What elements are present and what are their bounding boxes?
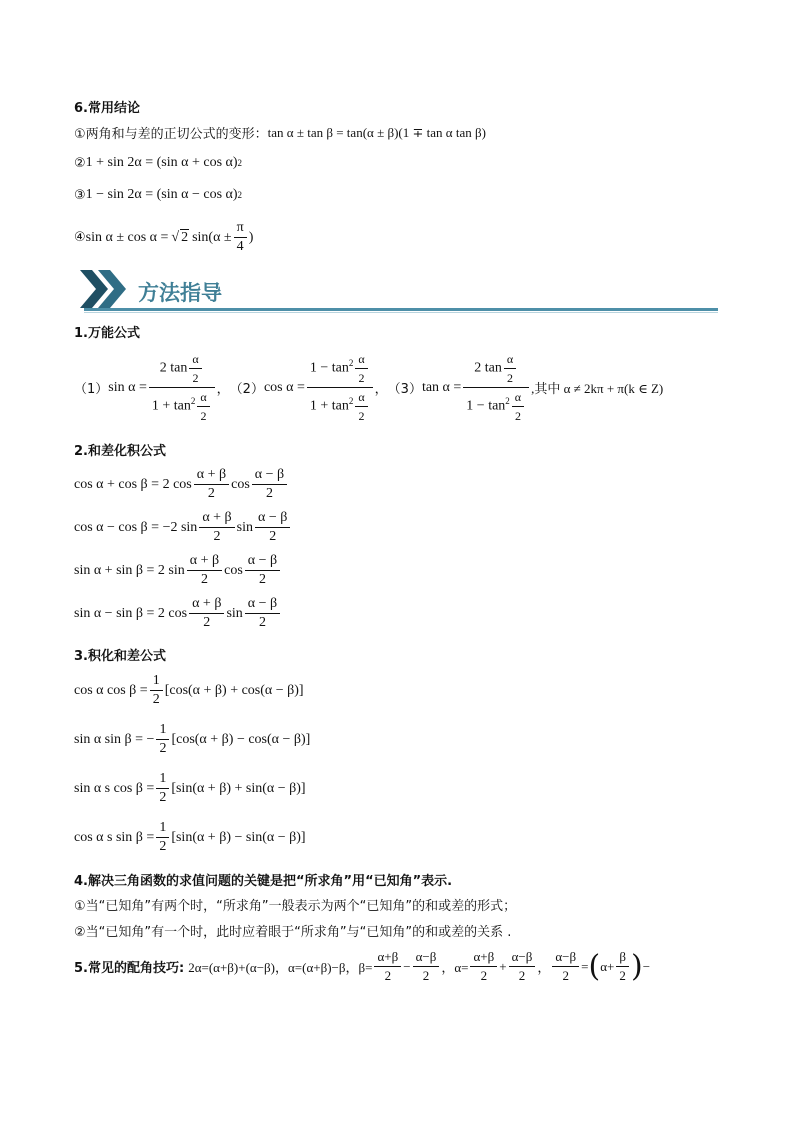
fraction-tan-universal — [463, 350, 529, 425]
formula-6-2-label: ② — [74, 155, 86, 171]
fraction-denominator: $1 + \tan^2$ $\frac{\alpha}{2}$ — [307, 388, 373, 425]
formula-6-2-exp: 2 — [237, 158, 243, 168]
fraction-sin-universal — [149, 350, 215, 425]
sum-to-product-2: cos α − cos β = −2 sin $\frac{\alpha + \beta}{2}$ sin $\frac{\alpha - \beta}{2}$ — [74, 509, 292, 546]
banner-title: 方法指导 — [138, 281, 222, 305]
formula-6-4-label: ④ — [74, 230, 86, 245]
formula-6-2 — [74, 155, 242, 171]
fraction-numerator: 2 tan $\frac{\alpha}{2}$ — [463, 350, 529, 388]
formula-1-3-condition: ,其中 α ≠ 2kπ + π(k ∈ Z) — [531, 381, 664, 396]
product-to-sum-4: cos α s sin β = $\frac{1}{2}$ [sin(α + β) − sin(α − β)] — [74, 820, 306, 854]
double-chevron-icon — [78, 268, 130, 310]
fraction-denominator: 4 — [236, 239, 244, 254]
formula-6-3-body: 1 − sin 2α = (sin α − cos α) — [85, 187, 238, 202]
banner-divider — [84, 308, 718, 311]
fraction-cos-universal — [307, 350, 373, 425]
product-to-sum-2: sin α sin β = − $\frac{1}{2}$ [cos(α + β) − cos(α − β)] — [74, 722, 311, 756]
formula-6-4-root: 2 — [181, 230, 189, 245]
formula-6-1-body: tan α ± tan β = tan(α ± β)(1 ∓ tan α tan β) — [267, 124, 486, 140]
sum-to-product-4: sin α − sin β = 2 cos $\frac{\alpha + \beta}{2}$ sin $\frac{\alpha - \beta}{2}$ — [74, 595, 282, 632]
formula-6-4-lhs: sin α ± cos α = — [85, 229, 169, 245]
formula-1-1-label: （1） — [74, 382, 109, 397]
formula-6-2-body: 1 + sin 2α = (sin α + cos α) — [85, 155, 238, 170]
section-4-line-1: ①当“已知角”有两个时，“所求角”一般表示为两个“已知角”的和或差的形式； — [74, 899, 517, 914]
product-to-sum-1: cos α cos β = $\frac{1}{2}$ [cos(α + β) + cos(α − β)] — [74, 673, 304, 707]
universal-formula-row: （1） sin α = 2 tan $\frac{\alpha}{2}$ $1 + \tan^2$ $\frac{\alpha}{2}$ ， （2） cos α = $1 - \tan^2$ $\frac{\alpha}{2}$ $1 + \tan^2$ $\frac{\alpha}{2}$ ， （3） tan α = 2 tan $\frac{\alpha}{2}$ $1 - \tan^2$ $\frac{\alpha}{2}$ ,其中 α ≠ 2kπ + π(k ∈ Z) — [74, 352, 664, 423]
formula-1-2-lhs: cos α = — [263, 379, 305, 395]
formula-6-1-label: ①两角和与差的正切公式的变形： — [74, 127, 268, 142]
formula-1-2-label: （2） — [229, 382, 264, 397]
section-4-line-2: ②当“已知角”有一个时，此时应着眼于“所求角”与“已知角”的和或差的关系 . — [74, 925, 512, 940]
banner-divider-shadow — [84, 312, 718, 313]
section-1-heading: 1.万能公式 — [74, 326, 140, 341]
sqrt-sign: √ — [171, 229, 180, 245]
formula-6-3 — [74, 187, 242, 203]
section-2-heading: 2.和差化积公式 — [74, 444, 166, 459]
sum-to-product-1: cos α + cos β = 2 cos $\frac{\alpha + \beta}{2}$ cos $\frac{\alpha - \beta}{2}$ — [74, 466, 289, 503]
fraction-numerator: π — [234, 219, 247, 238]
fraction-denominator: $1 - \tan^2$ $\frac{\alpha}{2}$ — [463, 388, 529, 425]
fraction-numerator: $1 - \tan^2$ $\frac{\alpha}{2}$ — [307, 350, 373, 388]
fraction-numerator: 2 tan $\frac{\alpha}{2}$ — [149, 350, 215, 388]
section-4-heading: 4.解决三角函数的求值问题的关键是把“所求角”用“已知角”表示. — [74, 874, 453, 889]
fraction-denominator: $1 + \tan^2$ $\frac{\alpha}{2}$ — [149, 388, 215, 425]
product-to-sum-3: sin α s cos β = $\frac{1}{2}$ [sin(α + β) + sin(α − β)] — [74, 771, 306, 805]
section-6-heading: 6.常用结论 — [74, 101, 140, 116]
section-5-line: 5.常见的配角技巧: 2α=(α+β)+(α−β)，α=(α+β)−β，β= $\frac{\alpha+\beta}{2}$ − $\frac{\alpha-\beta}{2}$ ，α= $\frac{\alpha+\beta}{2}$ + $\frac{\alpha-\beta}{2}$ ， $\frac{\alpha-\beta}{2}$ = ( α+ $\frac{\beta}{2}$ ) − — [74, 948, 651, 984]
sum-to-product-3: sin α + sin β = 2 sin $\frac{\alpha + \beta}{2}$ cos $\frac{\alpha - \beta}{2}$ — [74, 552, 282, 589]
formula-1-3-label: （3） — [387, 382, 422, 397]
formula-6-4 — [74, 219, 253, 256]
formula-6-1 — [74, 123, 486, 142]
formula-1-1-lhs: sin α = — [108, 379, 147, 395]
fraction-pi-over-4 — [234, 219, 247, 256]
formula-6-4-mid: sin(α ± — [192, 229, 232, 245]
formula-6-3-label: ③ — [74, 187, 86, 203]
section-5-heading: 5.常见的配角技巧: — [74, 961, 185, 976]
formula-1-3-lhs: tan α = — [421, 379, 462, 395]
section-3-heading: 3.积化和差公式 — [74, 649, 166, 664]
formula-6-3-exp: 2 — [237, 190, 243, 200]
formula-6-4-end: ) — [248, 229, 254, 245]
